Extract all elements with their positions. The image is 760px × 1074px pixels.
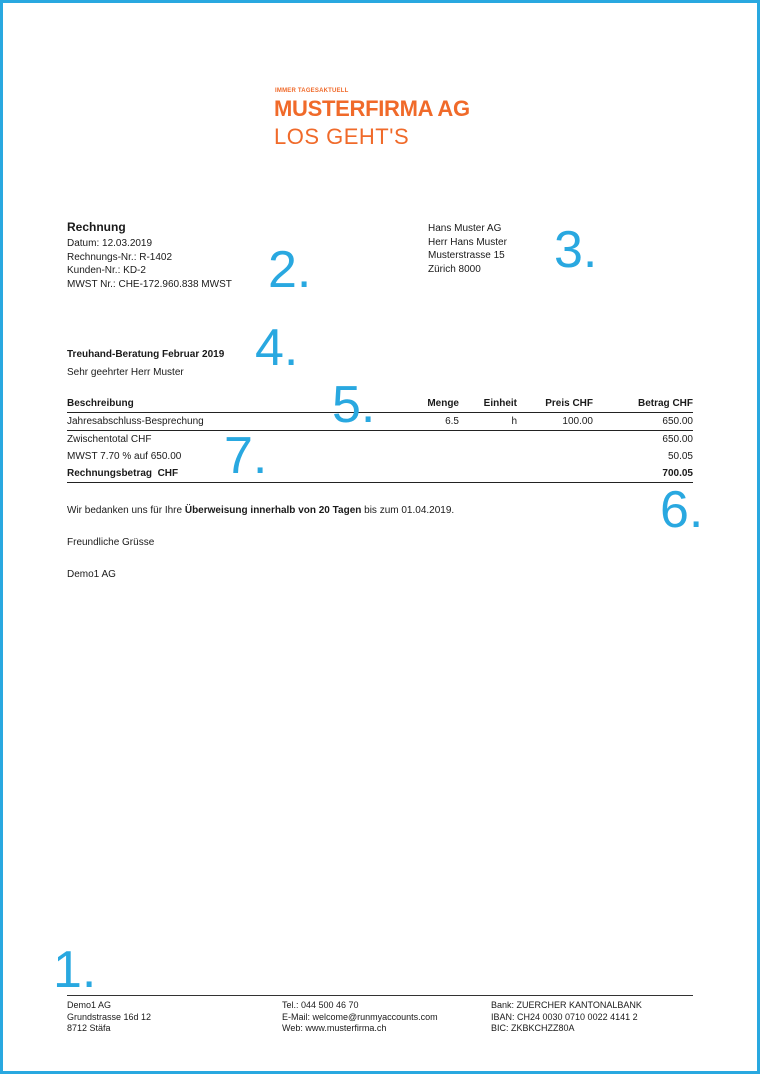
- header-price: Preis CHF: [517, 395, 593, 413]
- invoice-number: Rechnungs-Nr.: R-1402: [67, 251, 173, 263]
- marker-2: 2.: [268, 241, 312, 299]
- footer-iban: IBAN: CH24 0030 0710 0022 4141 2: [491, 1011, 638, 1022]
- vat-amount: 50.05: [667, 451, 693, 462]
- item-description: Jahresabschluss-Besprechung: [67, 413, 387, 431]
- footer-website: Web: www.musterfirma.ch: [282, 1023, 387, 1033]
- customer-number: Kunden-Nr.: KD-2: [67, 265, 146, 276]
- footer-phone: Tel.: 044 500 46 70: [282, 1000, 359, 1010]
- logo-slogan: LOS GEHT'S: [274, 124, 410, 149]
- closing-greeting: Freundliche Grüsse: [67, 537, 155, 548]
- item-quantity: 6.5: [387, 413, 459, 431]
- invoice-table: [67, 395, 693, 483]
- subtotal-amount: 650.00: [662, 434, 693, 445]
- recipient-street: Musterstrasse 15: [428, 250, 505, 261]
- footer-divider: [67, 995, 693, 996]
- header-description: Beschreibung: [67, 395, 387, 413]
- logo-tagline: IMMER TAGESAKTUELL: [275, 88, 349, 94]
- vat-label: MWST 7.70 % auf 650.00: [67, 451, 182, 462]
- footer-bank: [491, 1000, 642, 1035]
- table-header-row: [67, 395, 693, 413]
- payment-note-suffix: bis zum 01.04.2019.: [361, 505, 455, 516]
- recipient-company: Hans Muster AG: [428, 223, 502, 234]
- payment-note-prefix: Wir bedanken uns für Ihre: [67, 505, 185, 516]
- signature: Demo1 AG: [67, 569, 116, 580]
- marker-7: 7.: [224, 427, 268, 485]
- recipient-address: [428, 222, 507, 276]
- invoice-title: Rechnung: [67, 220, 126, 234]
- payment-note: [67, 505, 454, 516]
- marker-4: 4.: [255, 319, 299, 377]
- recipient-city: Zürich 8000: [428, 263, 481, 275]
- invoice-date: Datum: 12.03.2019: [67, 238, 153, 249]
- invoice-meta: [67, 237, 232, 291]
- logo-company-name: MUSTERFIRMA AG: [274, 96, 470, 121]
- item-unit: h: [459, 413, 517, 431]
- footer-bic: BIC: ZKBKCHZZ80A: [491, 1023, 575, 1033]
- total-row: [67, 465, 693, 483]
- item-price: 100.00: [517, 413, 593, 431]
- vat-number: MWST Nr.: CHE-172.960.838 MWST: [67, 278, 232, 290]
- salutation: Sehr geehrter Herr Muster: [67, 367, 184, 378]
- item-amount: 650.00: [593, 413, 693, 431]
- total-label: Rechnungsbetrag CHF: [67, 465, 593, 483]
- header-amount: Betrag CHF: [593, 395, 693, 413]
- table-row: [67, 413, 693, 431]
- marker-1: 1.: [53, 941, 97, 999]
- payment-terms: Überweisung innerhalb von 20 Tagen: [184, 505, 362, 516]
- footer-bank-name: Bank: ZUERCHER KANTONALBANK: [491, 1000, 642, 1010]
- header-quantity: Menge: [387, 395, 459, 413]
- subtotal-label: Zwischentotal CHF: [67, 434, 152, 445]
- footer-company-city: 8712 Stäfa: [67, 1023, 111, 1033]
- subtotal-row: [67, 431, 693, 449]
- footer-email: E-Mail: welcome@runmyaccounts.com: [282, 1011, 438, 1022]
- recipient-contact: Herr Hans Muster: [428, 236, 507, 248]
- footer-company: [67, 1000, 151, 1035]
- header-unit: Einheit: [459, 395, 517, 413]
- footer-contact: [282, 1000, 438, 1035]
- invoice-subject: Treuhand-Beratung Februar 2019: [67, 349, 225, 360]
- marker-6: 6.: [660, 481, 704, 539]
- vat-row: [67, 448, 693, 465]
- marker-5: 5.: [332, 376, 376, 434]
- marker-3: 3.: [554, 221, 598, 279]
- footer-company-street: Grundstrasse 16d 12: [67, 1011, 152, 1022]
- total-amount: 700.05: [593, 465, 693, 483]
- footer-company-name: Demo1 AG: [67, 1000, 112, 1010]
